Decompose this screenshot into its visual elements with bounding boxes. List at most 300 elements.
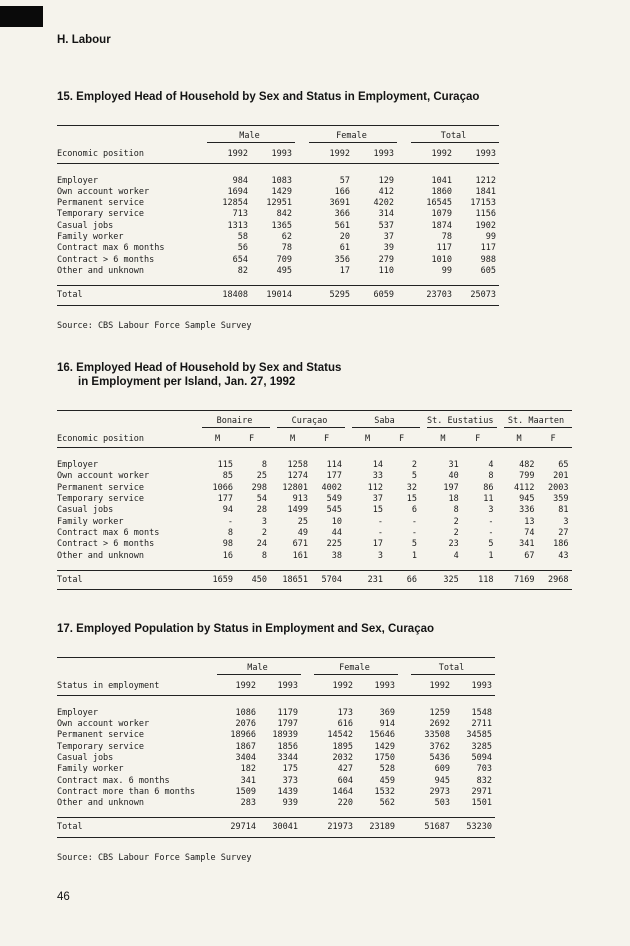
group-header: Curaçao (277, 410, 345, 427)
cell-value: 616 (337, 719, 353, 730)
column-gap (398, 730, 411, 741)
cell-value: 4 (488, 460, 494, 471)
column-header: 1993 (453, 675, 495, 695)
column-gap (397, 126, 411, 143)
table-row (57, 695, 495, 718)
column-gap (397, 254, 411, 265)
cell-value: 182 (240, 764, 256, 775)
cell-value: 25 (297, 516, 308, 527)
cell-value: 913 (292, 494, 308, 505)
column-gap (397, 186, 411, 197)
cell-value: 3344 (277, 752, 298, 763)
cell-value: 15 (406, 494, 417, 505)
column-gap (497, 505, 504, 516)
column-gap (398, 741, 411, 752)
column-gap (295, 243, 309, 254)
column-header: 1993 (251, 143, 295, 163)
cell-value: 18939 (272, 730, 298, 741)
column-gap (345, 482, 352, 493)
row-label: Family worker (57, 516, 124, 527)
cell-value: 13 (524, 516, 535, 527)
column-gap (398, 658, 411, 675)
total-value: 231 (352, 570, 386, 589)
cell-value: 537 (378, 220, 394, 231)
total-value: 5704 (311, 570, 345, 589)
row-label: Other and unknown (57, 265, 144, 276)
cell-value: 1499 (287, 505, 308, 516)
table-row (57, 730, 495, 741)
row-label: Temporary service (57, 741, 144, 752)
cell-value: 110 (378, 265, 394, 276)
column-gap (295, 186, 309, 197)
cell-value: 28 (256, 505, 267, 516)
cell-value: 279 (378, 254, 394, 265)
cell-value: 8 (261, 460, 267, 471)
table-row (57, 254, 499, 265)
table-row (57, 786, 495, 797)
cell-value: 17 (339, 265, 350, 276)
cell-value: 2692 (429, 719, 450, 730)
cell-value: 5 (411, 471, 417, 482)
cell-value: 17153 (470, 198, 496, 209)
cell-value: 86 (483, 482, 494, 493)
column-gap (301, 786, 314, 797)
column-header: F (236, 427, 270, 447)
group-header: St. Maarten (504, 410, 572, 427)
cell-value: 56 (237, 243, 248, 254)
column-gap (497, 410, 504, 427)
table-16 (57, 410, 572, 591)
row-label: Permanent service (57, 730, 144, 741)
table-row (57, 775, 495, 786)
column-gap (301, 730, 314, 741)
cell-value: 1860 (431, 186, 452, 197)
column-gap (345, 448, 352, 471)
total-value: 23189 (356, 818, 398, 837)
cell-value: 225 (326, 539, 342, 550)
cell-value: 1 (488, 550, 494, 561)
total-value: 7169 (504, 570, 538, 589)
cell-value: 11 (483, 494, 494, 505)
row-label: Employer (57, 707, 98, 718)
cell-value: 945 (434, 775, 450, 786)
row-label: Own account worker (57, 471, 150, 482)
cell-value: 37 (372, 494, 383, 505)
total-label: Total (57, 570, 202, 589)
table-row (57, 505, 572, 516)
group-header-row (57, 658, 495, 675)
column-gap (345, 516, 352, 527)
total-value: 1659 (202, 570, 236, 589)
cell-value: 3 (261, 516, 267, 527)
cell-value: 1694 (227, 186, 248, 197)
column-gap (420, 516, 427, 527)
cell-value: 1439 (277, 786, 298, 797)
column-gap (420, 539, 427, 550)
group-header: Female (314, 658, 398, 675)
column-header-row (57, 427, 572, 447)
cell-value: 984 (232, 175, 248, 186)
column-gap (270, 505, 277, 516)
column-gap (295, 265, 309, 285)
column-gap (301, 719, 314, 730)
total-value: 325 (427, 570, 462, 589)
cell-value: 1429 (271, 186, 292, 197)
column-gap (301, 658, 314, 675)
cell-value: 173 (337, 707, 353, 718)
column-gap (420, 427, 427, 447)
cell-value: 61 (339, 243, 350, 254)
cell-value: 1 (411, 550, 417, 561)
column-gap (301, 675, 314, 695)
cell-value: 98 (222, 539, 233, 550)
row-label: Casual jobs (57, 220, 114, 231)
cell-value: 23 (448, 539, 459, 550)
cell-value: 671 (292, 539, 308, 550)
column-gap (295, 209, 309, 220)
column-gap (398, 719, 411, 730)
cell-value: 18 (448, 494, 459, 505)
column-header: 1993 (259, 675, 301, 695)
cell-value: 5 (488, 539, 494, 550)
cell-value: 2973 (429, 786, 450, 797)
title-line: 15. Employed Head of Household by Sex and Status in Employment, Curaçao (57, 91, 480, 103)
cell-value: 654 (232, 254, 248, 265)
cell-value: 78 (281, 243, 292, 254)
cell-value: 1867 (235, 741, 256, 752)
cell-value: 283 (240, 798, 256, 809)
cell-value: 1086 (235, 707, 256, 718)
row-label: Casual jobs (57, 752, 114, 763)
column-gap (420, 471, 427, 482)
column-gap (420, 448, 427, 471)
group-header: Saba (352, 410, 420, 427)
column-gap (301, 752, 314, 763)
cell-value: 341 (240, 775, 256, 786)
cell-value: 43 (558, 550, 569, 561)
cell-value: 366 (334, 209, 350, 220)
column-gap (270, 427, 277, 447)
column-gap (270, 448, 277, 471)
column-header: F (311, 427, 345, 447)
column-header: F (386, 427, 420, 447)
column-gap (345, 527, 352, 538)
cell-value: 1066 (212, 482, 233, 493)
column-gap (301, 695, 314, 718)
cell-value: 1856 (277, 741, 298, 752)
cell-value: 1902 (475, 220, 496, 231)
row-label: Contract max 6 months (57, 243, 165, 254)
column-header: 1992 (217, 675, 259, 695)
cell-value: 1010 (431, 254, 452, 265)
column-gap (420, 494, 427, 505)
column-gap (270, 516, 277, 527)
column-gap (295, 126, 309, 143)
section-header: H. Labour (57, 34, 111, 46)
cell-value: 15 (372, 505, 383, 516)
stub-spacer (57, 126, 207, 143)
cell-value: 177 (326, 471, 342, 482)
table-row (57, 471, 572, 482)
print-registration-mark (0, 6, 43, 27)
cell-value: 57 (339, 175, 350, 186)
group-header-row (57, 410, 572, 427)
cell-value: 166 (334, 186, 350, 197)
row-label: Contract max. 6 months (57, 775, 170, 786)
column-gap (270, 471, 277, 482)
cell-value: 94 (222, 505, 233, 516)
table-15 (57, 125, 499, 306)
column-gap (270, 527, 277, 538)
cell-value: 117 (436, 243, 452, 254)
total-value: 25073 (455, 286, 499, 305)
cell-value: - (411, 516, 417, 527)
column-gap (397, 209, 411, 220)
cell-value: 18966 (230, 730, 256, 741)
stub-header: Economic position (57, 427, 202, 447)
cell-value: 2 (453, 516, 459, 527)
column-header-row (57, 143, 499, 163)
cell-value: 3404 (235, 752, 256, 763)
total-value: 66 (386, 570, 420, 589)
title-line: 16. Employed Head of Household by Sex and Status (57, 361, 342, 374)
total-value: 2968 (538, 570, 572, 589)
cell-value: - (377, 527, 383, 538)
table-16-block (57, 361, 630, 591)
cell-value: 12951 (266, 198, 292, 209)
table-row (57, 163, 499, 186)
cell-value: 4002 (321, 482, 342, 493)
group-header: Total (411, 126, 499, 143)
table-row (57, 527, 572, 538)
cell-value: 482 (519, 460, 535, 471)
total-value: 30041 (259, 818, 301, 837)
column-gap (420, 527, 427, 538)
cell-value: 31 (448, 460, 459, 471)
cell-value: 129 (378, 175, 394, 186)
total-value: 19014 (251, 286, 295, 305)
column-gap (497, 494, 504, 505)
cell-value: 114 (326, 460, 342, 471)
cell-value: 161 (292, 550, 308, 561)
column-gap (397, 243, 411, 254)
column-gap (295, 286, 309, 305)
column-header-row (57, 675, 495, 695)
column-gap (270, 570, 277, 589)
cell-value: 3762 (429, 741, 450, 752)
cell-value: 604 (337, 775, 353, 786)
cell-value: 38 (331, 550, 342, 561)
group-header: Total (411, 658, 495, 675)
cell-value: 5094 (471, 752, 492, 763)
cell-value: 1212 (475, 175, 496, 186)
cell-value: 20 (339, 232, 350, 243)
cell-value: 39 (383, 243, 394, 254)
column-header: 1992 (314, 675, 356, 695)
column-header: 1992 (411, 143, 455, 163)
cell-value: 341 (519, 539, 535, 550)
cell-value: 369 (379, 707, 395, 718)
cell-value: 5436 (429, 752, 450, 763)
table-17-title (57, 622, 630, 636)
cell-value: 605 (480, 265, 496, 276)
cell-value: 115 (217, 460, 233, 471)
row-label: Employer (57, 175, 98, 186)
row-label: Own account worker (57, 186, 150, 197)
total-row (57, 818, 495, 837)
cell-value: 1041 (431, 175, 452, 186)
cell-value: 914 (379, 719, 395, 730)
column-gap (420, 570, 427, 589)
cell-value: 1365 (271, 220, 292, 231)
column-gap (420, 410, 427, 427)
cell-value: - (377, 516, 383, 527)
column-gap (397, 232, 411, 243)
cell-value: 1259 (429, 707, 450, 718)
cell-value: 4202 (373, 198, 394, 209)
stub-header: Economic position (57, 143, 207, 163)
column-gap (345, 550, 352, 570)
column-gap (270, 482, 277, 493)
total-value: 18651 (277, 570, 311, 589)
table-15-title (57, 90, 630, 104)
cell-value: 799 (519, 471, 535, 482)
column-gap (397, 286, 411, 305)
total-value: 450 (236, 570, 270, 589)
table-row (57, 764, 495, 775)
cell-value: 2 (261, 527, 267, 538)
cell-value: 1548 (471, 707, 492, 718)
column-gap (398, 775, 411, 786)
cell-value: 459 (379, 775, 395, 786)
row-label: Family worker (57, 764, 124, 775)
row-label: Casual jobs (57, 505, 114, 516)
cell-value: 945 (519, 494, 535, 505)
cell-value: 62 (281, 232, 292, 243)
cell-value: 6 (411, 505, 417, 516)
column-header: 1993 (455, 143, 499, 163)
table-15-source: Source: CBS Labour Force Sample Survey (57, 320, 252, 331)
table-row (57, 741, 495, 752)
column-gap (497, 427, 504, 447)
column-gap (301, 741, 314, 752)
table-row (57, 719, 495, 730)
cell-value: 2 (411, 460, 417, 471)
column-header: M (504, 427, 538, 447)
cell-value: 27 (558, 527, 569, 538)
cell-value: 8 (227, 527, 233, 538)
column-gap (295, 143, 309, 163)
column-gap (345, 570, 352, 589)
row-label: Permanent service (57, 198, 144, 209)
cell-value: 1079 (431, 209, 452, 220)
table-row (57, 482, 572, 493)
cell-value: 12801 (282, 482, 308, 493)
cell-value: 373 (282, 775, 298, 786)
cell-value: 545 (326, 505, 342, 516)
column-gap (295, 163, 309, 186)
table-row (57, 752, 495, 763)
row-label: Contract more than 6 months (57, 786, 196, 797)
cell-value: 82 (237, 265, 248, 276)
column-gap (420, 505, 427, 516)
cell-value: 175 (282, 764, 298, 775)
cell-value: 1464 (332, 786, 353, 797)
column-gap (398, 818, 411, 837)
total-value: 118 (462, 570, 497, 589)
column-gap (345, 539, 352, 550)
title-line: 17. Employed Population by Status in Employment and Sex, Curaçao (57, 623, 435, 636)
cell-value: 1313 (227, 220, 248, 231)
row-label: Contract > 6 months (57, 254, 155, 265)
column-gap (420, 482, 427, 493)
cell-value: 832 (476, 775, 492, 786)
total-label: Total (57, 286, 207, 305)
row-label: Permanent service (57, 482, 144, 493)
column-gap (345, 505, 352, 516)
table-row (57, 209, 499, 220)
column-gap (497, 570, 504, 589)
cell-value: 33508 (424, 730, 450, 741)
column-header: M (352, 427, 386, 447)
cell-value: 298 (251, 482, 267, 493)
column-gap (270, 550, 277, 570)
cell-value: 74 (524, 527, 535, 538)
cell-value: 1179 (277, 707, 298, 718)
row-label: Family worker (57, 232, 124, 243)
cell-value: 12854 (222, 198, 248, 209)
column-gap (345, 494, 352, 505)
table-row (57, 220, 499, 231)
cell-value: 186 (553, 539, 569, 550)
cell-value: 562 (379, 798, 395, 809)
cell-value: 3 (377, 550, 383, 561)
cell-value: 25 (256, 471, 267, 482)
cell-value: 3285 (471, 741, 492, 752)
cell-value: 17 (372, 539, 383, 550)
group-header: Female (309, 126, 397, 143)
total-label: Total (57, 818, 217, 837)
total-row (57, 570, 572, 589)
cell-value: 359 (553, 494, 569, 505)
cell-value: 8 (488, 471, 494, 482)
cell-value: 34585 (466, 730, 492, 741)
page-number: 46 (57, 891, 70, 903)
cell-value: 3 (563, 516, 569, 527)
cell-value: 112 (367, 482, 383, 493)
cell-value: 5 (411, 539, 417, 550)
cell-value: 16 (222, 550, 233, 561)
cell-value: 15646 (369, 730, 395, 741)
table-row (57, 448, 572, 471)
group-header: Male (207, 126, 295, 143)
table-row (57, 198, 499, 209)
cell-value: 2003 (548, 482, 569, 493)
cell-value: 713 (232, 209, 248, 220)
column-header: M (277, 427, 311, 447)
cell-value: 4 (453, 550, 459, 561)
title-line: in Employment per Island, Jan. 27, 1992 (78, 375, 296, 388)
column-header: M (427, 427, 462, 447)
cell-value: 8 (261, 550, 267, 561)
table-row (57, 516, 572, 527)
total-value: 23703 (411, 286, 455, 305)
column-gap (497, 448, 504, 471)
table-row (57, 243, 499, 254)
group-header: St. Eustatius (427, 410, 497, 427)
cell-value: 2711 (471, 719, 492, 730)
cell-value: 8 (453, 505, 459, 516)
